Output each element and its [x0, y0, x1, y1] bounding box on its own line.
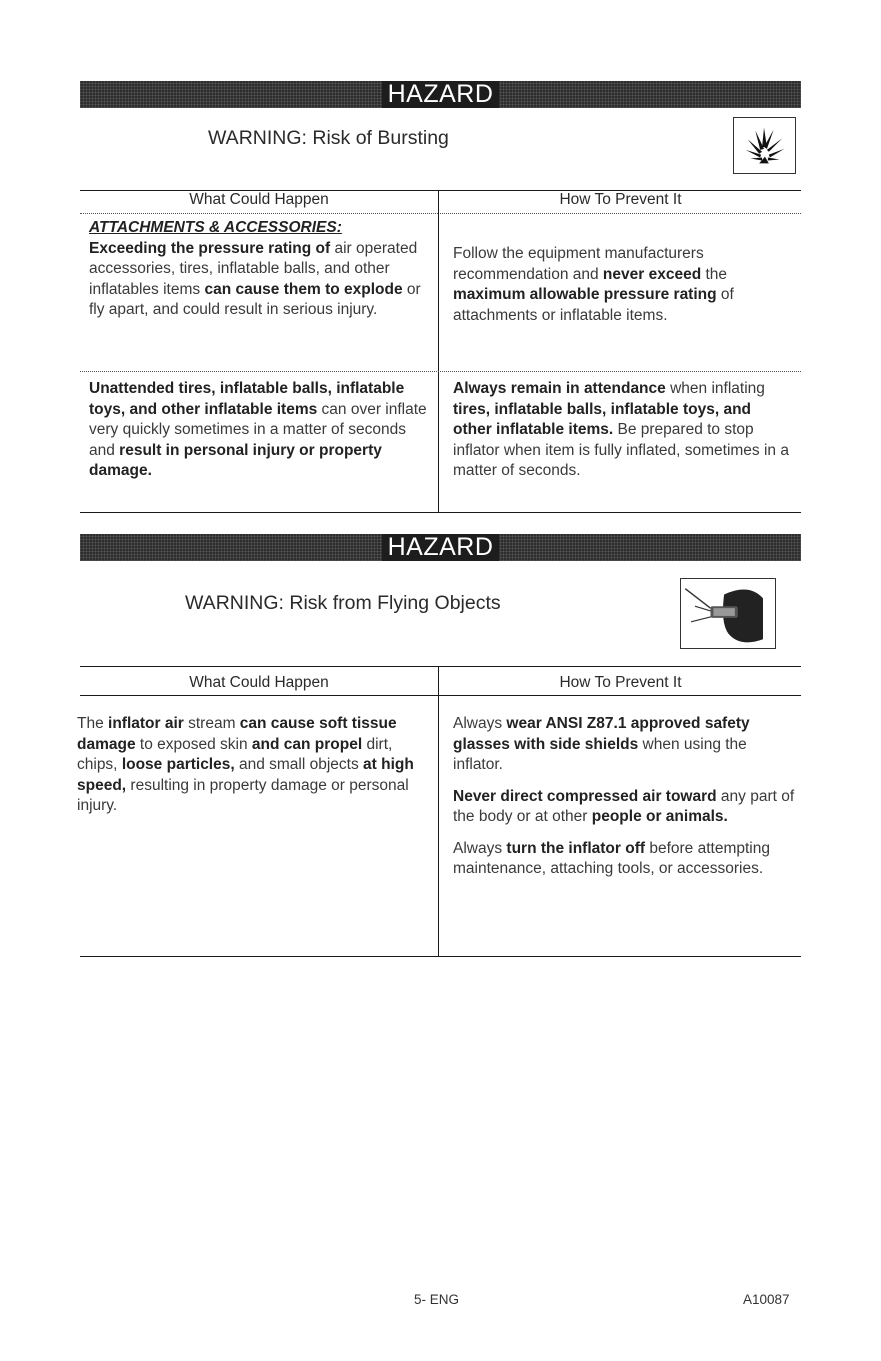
body-text: dirt, chips, [77, 735, 393, 773]
body-text: can over inflate very quickly sometimes in a matter of seconds and [89, 400, 427, 459]
hazard-banner-1 [80, 81, 801, 108]
emphasis-text: and can propel [251, 735, 363, 753]
emphasis-text: Never direct compressed air toward [453, 787, 717, 805]
warning-title-flying-objects: WARNING: Risk from Flying Objects [185, 592, 501, 614]
emphasis-text: at high speed, [77, 756, 414, 794]
emphasis-text: Exceeding the pressure rating of [89, 239, 331, 257]
safety-goggles-icon [680, 578, 776, 649]
body-text: the [701, 265, 728, 283]
body-text: Follow the equipment manufacturers recommendation and [453, 245, 704, 283]
body-text: The [77, 715, 109, 732]
emphasis-text: turn the inflator off [506, 839, 646, 857]
body-text: stream [183, 715, 240, 732]
row1-what-could-happen [77, 714, 427, 817]
page-number: 5- ENG [414, 1292, 460, 1307]
row2-what-could-happen [89, 379, 429, 482]
emphasis-text: people or animals. [591, 808, 728, 825]
hazard-banner-label: HAZARD [382, 81, 500, 108]
emphasis-text: never exceed [602, 265, 702, 283]
table-bottom-rule [80, 956, 801, 957]
body-text: to exposed skin [135, 735, 252, 753]
emphasis-text: wear ANSI Z87.1 approved safety glasses with side shields [453, 715, 750, 753]
row1-how-to-prevent [453, 244, 793, 326]
hazard-banner-2 [80, 534, 801, 561]
body-text: air operated accessories, tires, inflatable balls, and other inflatables items [89, 239, 418, 298]
col-header-what-could-happen: What Could Happen [189, 191, 329, 208]
row2-how-to-prevent [453, 379, 793, 482]
warning-title-bursting: WARNING: Risk of Bursting [208, 127, 449, 149]
emphasis-text: Always remain in attendance [453, 380, 666, 397]
body-text: and small objects [234, 756, 364, 773]
header-underline-left [80, 213, 438, 214]
subheading-text: ATTACHMENTS & ACCESSORIES: [89, 219, 342, 236]
emphasis-text: can cause soft tissue damage [77, 715, 397, 753]
row1-how-to-prevent [453, 714, 801, 880]
header-underline-right [440, 213, 801, 214]
emphasis-text: inflator air [108, 715, 184, 732]
body-text: or fly apart, and could result in serious injury. [89, 280, 421, 318]
body-text: when inflating [665, 380, 765, 397]
emphasis-text: tires, inflatable balls, inflatable toys, and other inflatable items. [453, 400, 752, 438]
emphasis-text: maximum allowable pressure rating [453, 286, 717, 303]
body-text: any part of the body or at other [453, 787, 795, 825]
column-divider [438, 667, 439, 956]
row-divider [80, 371, 801, 372]
emphasis-text: result in personal injury or property damage. [89, 441, 382, 479]
col-header-how-to-prevent: How To Prevent It [559, 674, 682, 691]
body-text: before attempting maintenance, attaching tools, or accessories. [453, 839, 770, 877]
body-text: Be prepared to stop inflator when item is fully inflated, sometimes in a matter of seconds. [453, 421, 789, 479]
column-divider [438, 191, 439, 513]
col-header-what-could-happen: What Could Happen [189, 674, 329, 691]
emphasis-text: Unattended tires, inflatable balls, inflatable toys, and other inflatable items [89, 380, 405, 418]
table-top-rule [80, 666, 801, 667]
col-header-how-to-prevent: How To Prevent It [559, 191, 682, 208]
row1-what-could-happen [89, 218, 429, 321]
body-text: Always [453, 715, 507, 732]
body-text: Always [453, 839, 507, 857]
emphasis-text: can cause them to explode [204, 280, 403, 298]
emphasis-text: loose particles, [121, 756, 235, 773]
body-text: resulting in property damage or personal injury. [77, 776, 409, 814]
explosion-icon [733, 117, 796, 174]
document-code: A10087 [743, 1292, 790, 1307]
hazard-banner-label: HAZARD [382, 534, 500, 561]
body-text: when using the inflator. [453, 735, 747, 773]
body-text: of attachments or inflatable items. [453, 286, 734, 324]
table-bottom-rule [80, 512, 801, 513]
header-underline [80, 695, 801, 696]
